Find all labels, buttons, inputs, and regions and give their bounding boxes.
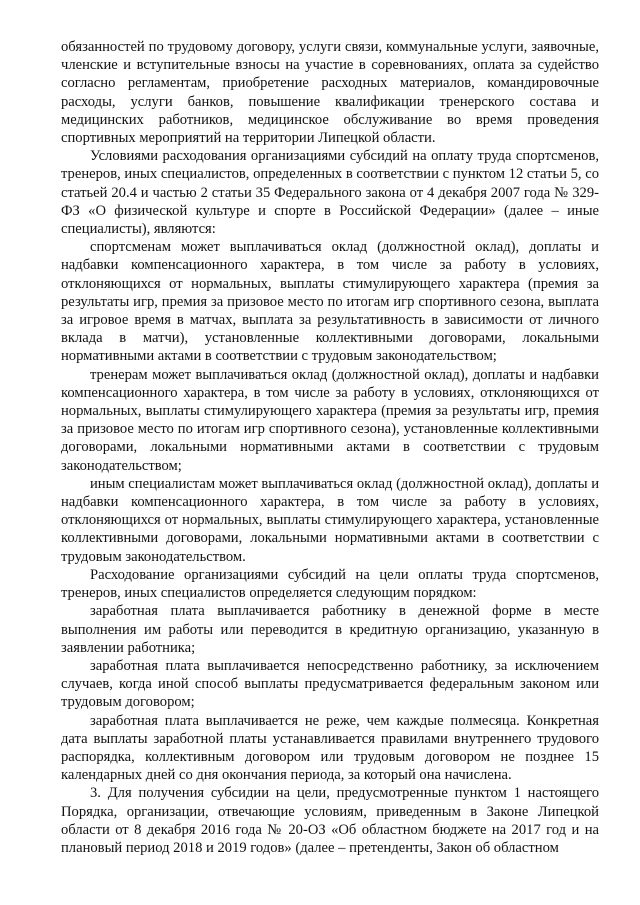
paragraph-salary-form: заработная плата выплачивается работнику в денежной форме в месте выполнения им работы или переводится в кредитную организацию, указанную в заявлении работника; (61, 603, 599, 656)
document-page (61, 38, 599, 857)
paragraph-salary-frequency: заработная плата выплачивается не реже, чем каждые полмесяца. Конкретная дата выплаты заработной платы устанавливается правилами внутреннего трудового распорядка, коллективным договором или трудовым договором не позднее 15 календарных дней со дня окончания периода, за который она начислена. (61, 712, 599, 784)
paragraph-other-specialists-pay: иным специалистам может выплачиваться оклад (должностной оклад), доплаты и надбавки компенсационного характера, в том числе за работу в условиях, отклоняющихся от нормальных, выплаты стимулирующего характера, установленные коллективными договорами, локальными нормативными актами в соответствии с трудовым законодательством. (61, 475, 599, 565)
paragraph-expenses-continuation: обязанностей по трудовому договору, услуги связи, коммунальные услуги, заявочные, членские и вступительные взносы на участие в соревнованиях, оплата за судейство согласно регламентам, приобретение расходных материалов, командировочные расходы, услуги банков, повышение квалификации тренерского состава и медицинских работников, медицинское обслуживание во время проведения спортивных мероприятий на территории Липецкой области. (61, 39, 599, 147)
paragraph-conditions-intro: Условиями расходования организациями субсидий на оплату труда спортсменов, тренеров, иных специалистов, определенных в соответствии с пунктом 12 статьи 5, со статьей 20.4 и частью 2 статьи 35 Федерального закона от 4 декабря 2007 года № 329-ФЗ «О физической культуре и спорте в Российской Федерации» (далее – иные специалисты), являются: (61, 148, 599, 238)
paragraph-spending-procedure-intro: Расходование организациями субсидий на цели оплаты труда спортсменов, тренеров, иных специалистов определяется следующим порядком: (61, 566, 599, 602)
paragraph-coaches-pay: тренерам может выплачиваться оклад (должностной оклад), доплаты и надбавки компенсационного характера, в том числе за работу в условиях, отклоняющихся от нормальных, выплаты стимулирующего характера (премия за результаты игр, премия за призовое место по итогам игр спортивного сезона), установленные коллективными договорами, локальными нормативными актами в соответствии с трудовым законодательством; (61, 366, 599, 474)
paragraph-salary-direct: заработная плата выплачивается непосредственно работнику, за исключением случаев, когда иной способ выплаты предусматривается федеральным законом или трудовым договором; (61, 657, 599, 711)
paragraph-section-3: 3. Для получения субсидии на цели, предусмотренные пунктом 1 настоящего Порядка, организации, отвечающие условиям, приведенным в Законе Липецкой области от 8 декабря 2016 года № 20-ОЗ «Об областном бюджете на 2017 год и на плановый период 2018 и 2019 годов» (далее – претенденты, Закон об областном (61, 785, 599, 856)
paragraph-athletes-pay: спортсменам может выплачиваться оклад (должностной оклад), доплаты и надбавки компенсационного характера, в том числе за работу в условиях, отклоняющихся от нормальных, выплаты стимулирующего характера (премия за результаты игр, премия за призовое место по итогам игр спортивного сезона, выплата за игровое время в матчах, выплата за результативность в зависимости от личного вклада в матчи), установленные коллективными договорами, локальными нормативными актами в соответствии с трудовым законодательством; (61, 239, 599, 365)
